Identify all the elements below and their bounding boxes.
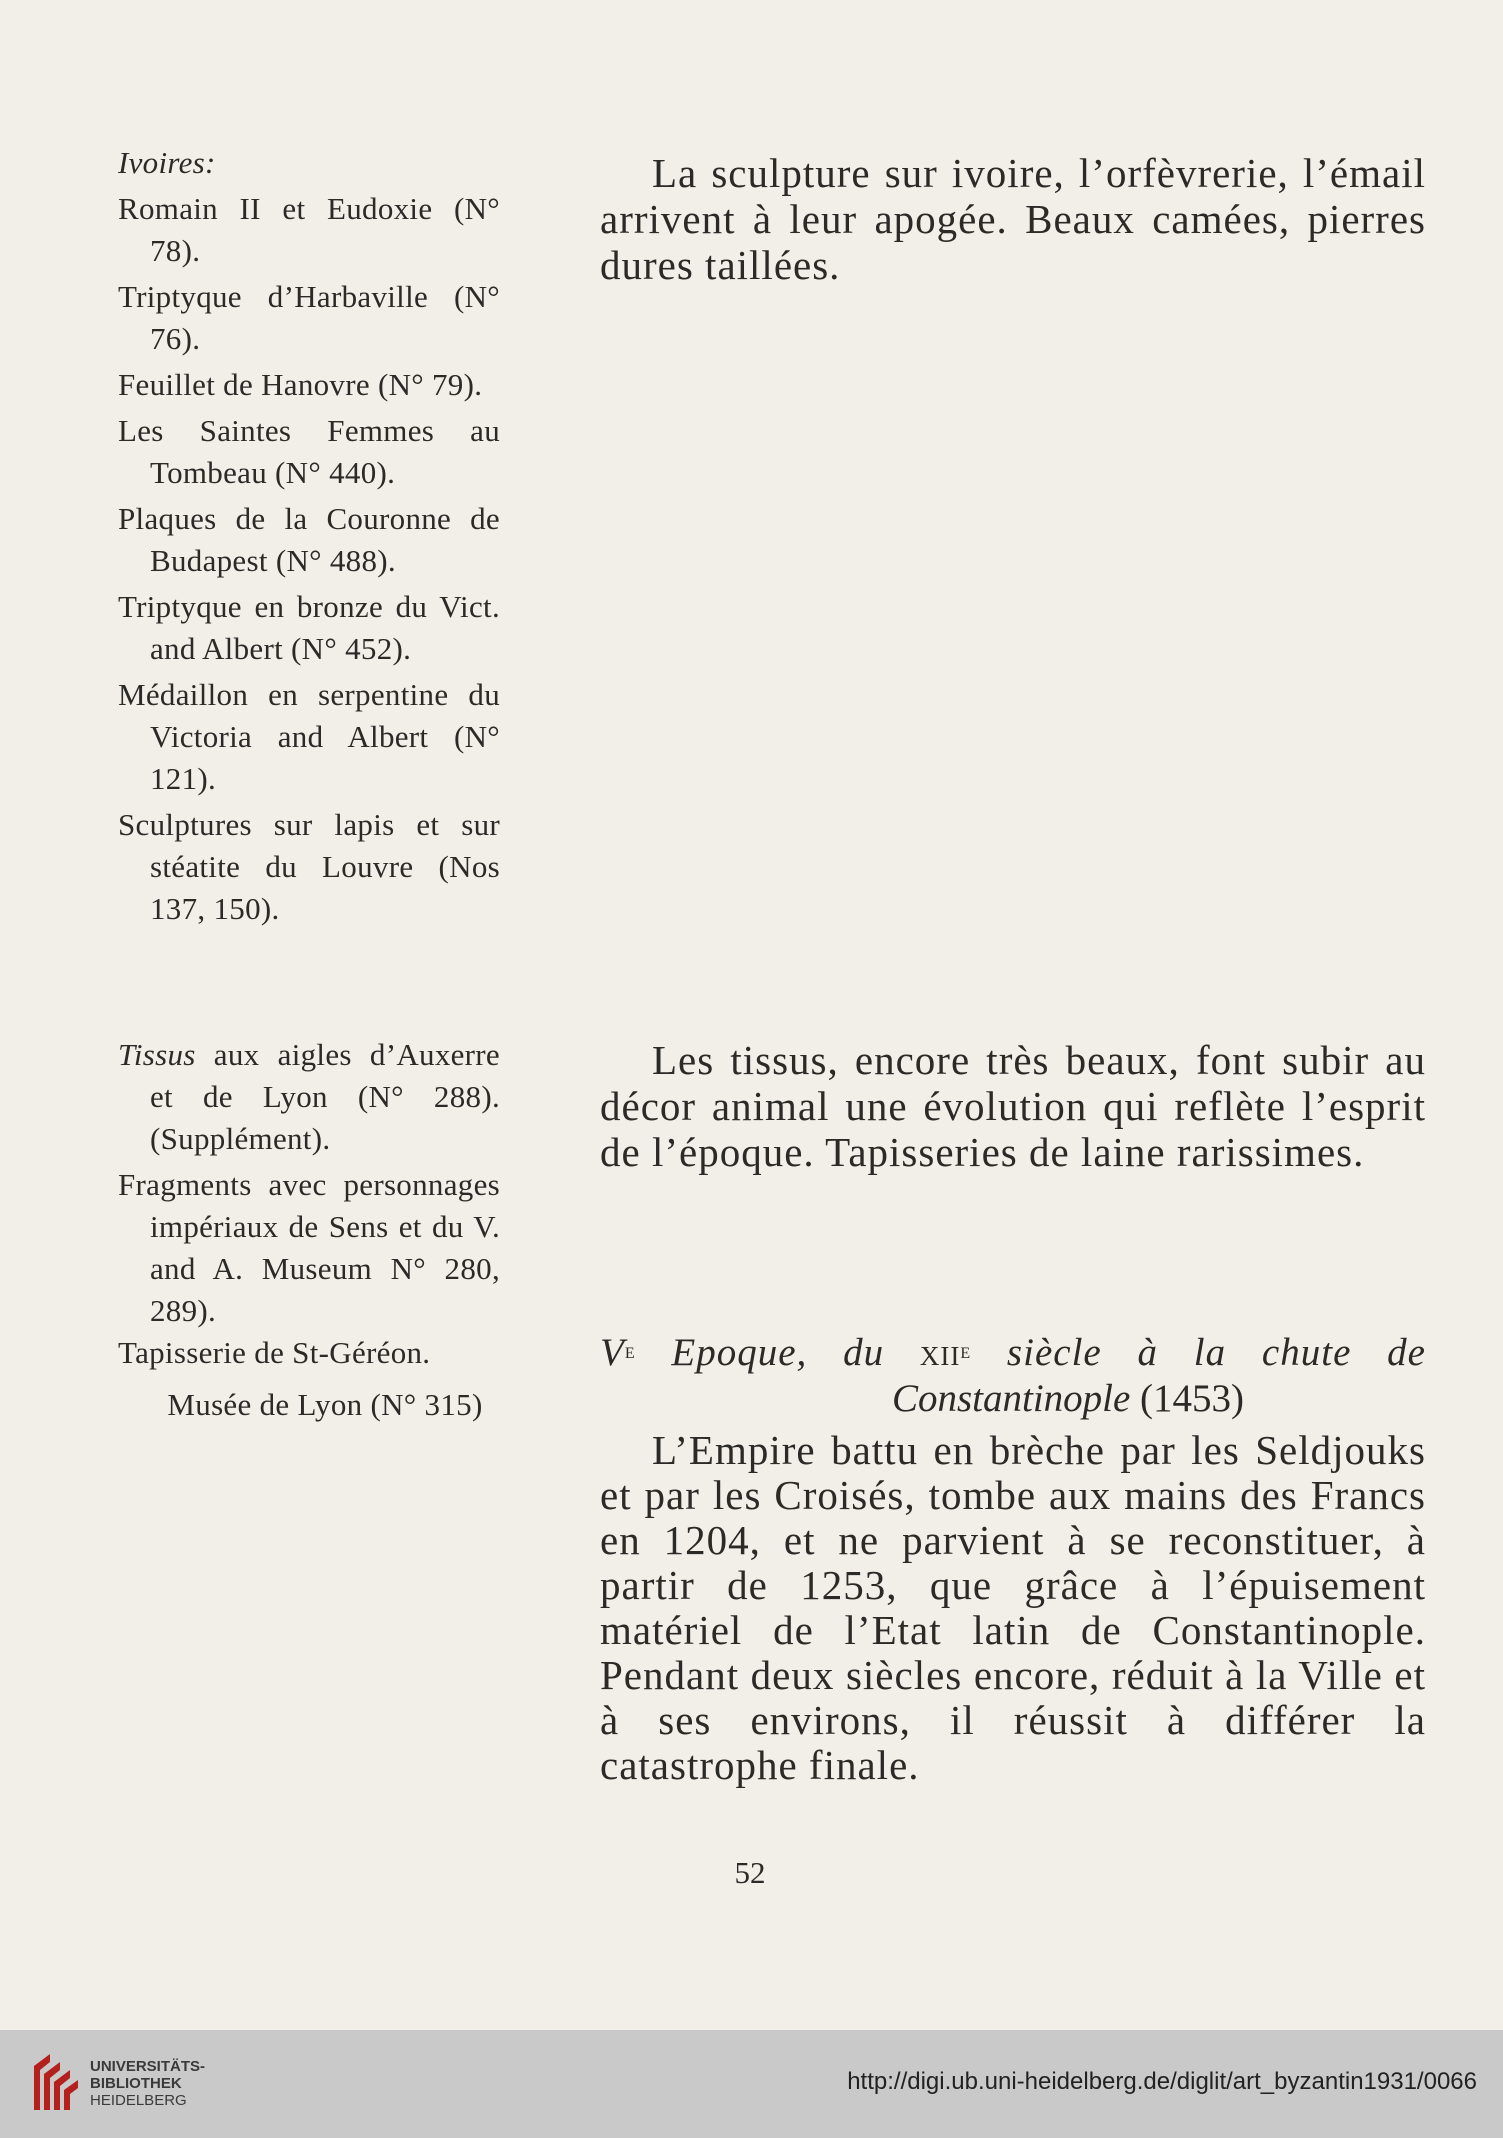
main-text-block-3 [600,1428,1426,1788]
note-entry: Feuillet de Hanovre (N° 79). [118,367,483,402]
footer-bar [0,2030,1503,2138]
note-entry: Plaques de la Couronne de Budapest (N° 488). [118,501,500,578]
note-entry: Médaillon en serpentine du Victoria and Albert (N° 121). [118,677,500,796]
section-heading-line2: Constantinople (1453) [891,1377,1245,1420]
note-entry: Tapisserie de St-Géréon. [118,1335,431,1370]
note-entry-text: aux aigles d’Auxerre et de Lyon (N° 288). (Supplément). [150,1037,500,1156]
main-text-block-2 [600,1037,1426,1175]
paragraph: La sculpture sur ivoire, l’orfèvrerie, l’émail arrivent à leur apogée. Beaux camées, pierres dures taillées. [600,150,1426,288]
section-numeral: Ve [600,1331,636,1374]
page-number: 52 [734,1855,766,1890]
note-entry: Les Saintes Femmes au Tombeau (N° 440). [118,413,500,490]
section-heading-line1: Ve Epoque, du xii$^e$ siècle à la chute de [600,1331,1426,1374]
century-numeral: xii$^e$ [919,1331,972,1374]
note-entry: Fragments avec personnages impériaux de Sens et du V. and A. Museum N° 280, 289). [118,1167,500,1328]
margin-notes-tissus [118,1034,500,1426]
note-entry: Musée de Lyon (N° 315) [167,1387,483,1422]
note-entry: Triptyque d’Harbaville (N° 76). [118,279,500,356]
source-url[interactable]: http://digi.ub.uni-heidelberg.de/diglit/art_byzantin1931/0066 [847,2068,1477,2095]
margin-notes-ivoires [118,142,500,930]
library-name: UNIVERSITÄTS- BIBLIOTHEK HEIDELBERG [90,2058,206,2109]
note-entry: Sculptures sur lapis et sur stéatite du Louvre (Nos 137, 150). [118,807,500,926]
paragraph: L’Empire battu en brèche par les Seldjouks et par les Croisés, tombe aux mains des Francs en 1204, et ne parvient à se reconstituer, à partir de 1253, que grâce à l’épuisement matériel de l’Etat latin de Constantinople. Pendant deux siècles encore, réduit à la Ville et à ses environs, il réussit à différer la catastrophe finale. [600,1427,1426,1788]
library-logo-icon [30,2052,80,2114]
paragraph: Les tissus, encore très beaux, font subir au décor animal une évolution qui reflète l’esprit de l’époque. Tapisseries de laine rarissimes. [600,1037,1426,1175]
section-heading [600,1330,1426,1422]
notes-heading: Ivoires: [118,145,216,180]
note-entry: Triptyque en bronze du Vict. and Albert (N° 452). [118,589,500,666]
main-text-block-1 [600,150,1426,288]
note-entry [118,1034,500,1160]
note-entry: Romain II et Eudoxie (N° 78). [118,191,500,268]
notes-heading: Tissus [118,1037,196,1072]
